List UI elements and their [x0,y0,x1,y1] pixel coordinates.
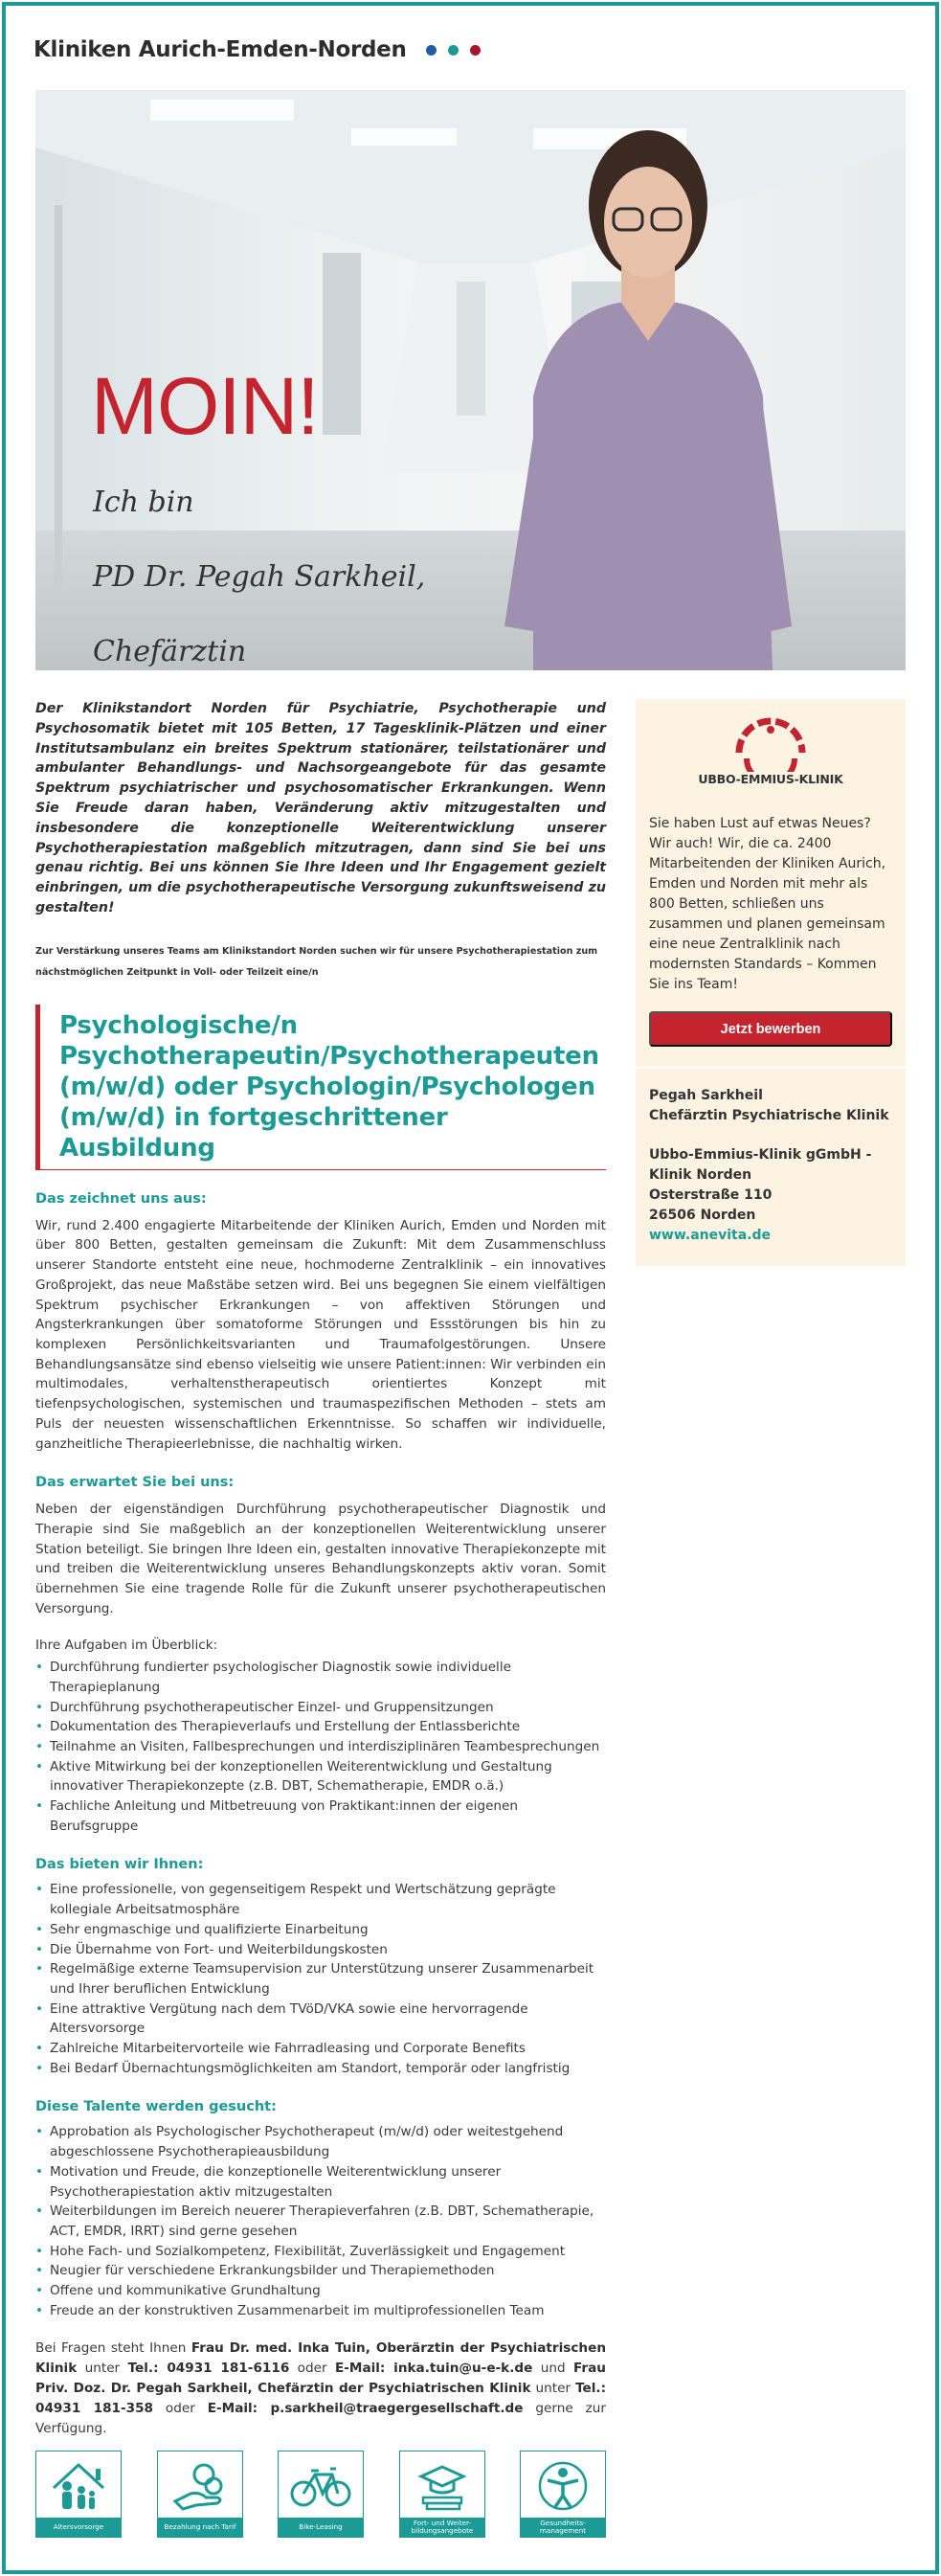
section-heading-expect: Das erwartet Sie bei uns: [35,1475,235,1491]
list-item: • Fachliche Anleitung und Mitbetreuung von Praktikant:innen der eigenen Berufsgruppe [35,1796,606,1836]
list-item: • Durchführung fundierter psychologischer Diagnostik sowie individuelle Therapieplanung [35,1658,606,1697]
contact-email-1[interactable]: E-Mail: inka.tuin@u-e-k.de [334,2361,533,2376]
family-house-icon [36,2452,121,2519]
brand-dot-red [470,45,481,56]
sidebar-divider [636,1067,906,1069]
questions-text: gerne zur Verfügung. [35,2401,606,2436]
section-heading-talents: Diese Talente werden gesucht: [35,2099,277,2115]
sidebar-contact [649,1086,900,1246]
benefit-tile [35,2451,122,2538]
org-street: Osterstraße 110 [649,1187,773,1203]
contact-person-name: Pegah Sarkheil [649,1088,763,1103]
list-item: • Eine professionelle, von gegenseitigem Respekt und Wertschätzung geprägte kollegiale Arbeitsatmosphäre [35,1880,606,1919]
benefit-label: Bike-Leasing [279,2518,363,2537]
list-item: • Regelmäßige externe Teamsupervision zur Unterstützung unserer Zusammenarbeit und Ihrer beruflichen Entwicklung [35,1959,606,1999]
section-text-about: Wir, rund 2.400 engagierte Mitarbeitende der Kliniken Aurich, Emden und Norden mit über 800 Betten, gestalten gemeinsam die Zukunft: Mit dem Zusammenschluss unserer Standorte entsteht eine neue, hochmoderne Zentralklinik – ein innovatives Großprojekt, das neue Maßstäbe setzen wird. Bei uns begegnen Sie einem vielfältigen Spektrum psychischer Erkrankungen – von affektiven Störungen und Angsterkrankungen über somatoforme Störungen und Essstörungen bis hin zu komplexen Persönlichkeitsvarianten und Traumafolgestörungen. Unsere Behandlungsansätze sind ebenso vielseitig wie unsere Patient:innen: Wir verbinden ein multimodales, verhaltenstherapeutisch orientiertes Konzept mit tiefenpsychologischen, systemischen und traumaspezifischen Methoden – stets am Puls der neuesten wissenschaftlichen Erkenntnisse. So schaffen wir individuelle, ganzheitliche Therapieerlebnisse, die nachhaltig wirken. [35,1217,606,1452]
list-item: • Motivation und Freude, die konzeptionelle Weiterentwicklung unserer Psychotherapiestation aktiv mitzugestalten [35,2162,606,2202]
sidebar [636,699,906,1266]
brand-dots [426,45,481,56]
contact-phone-2[interactable]: Tel.: 04931 181-358 [35,2381,607,2416]
list-item: • Eine attraktive Vergütung nach dem TVöD/VKA sowie eine hervorragende Altersvorsorge [35,2000,606,2039]
hero-intro-line: PD Dr. Pegah Sarkheil, [93,560,426,594]
benefit-tile [520,2451,606,2538]
coins-hand-icon [158,2452,242,2519]
section-text-expect: Neben der eigenständigen Durchführung psychotherapeutischer Diagnostik und Therapie sind Sie maßgeblich an der konzeptionellen Weiterentwicklung unserer Station beteiligt. Sie bringen Ihre Ideen ein, gestalten innovative Therapiekonzepte mit und treiben die Weiterentwicklung unseres Behandlungskonzepts aktiv voran. Somit übernehmen Sie eine tragende Rolle für die Zukunft unserer psychotherapeutischen Versorgung. [35,1502,606,1616]
tasks-intro: Ihre Aufgaben im Überblick: [35,1638,218,1654]
contact-name-1: Frau Dr. med. Inka Tuin, Oberärztin der Psychiatrischen Klinik [35,2340,606,2376]
list-item: • Die Übernahme von Fort- und Weiterbildungskosten [35,1940,606,1960]
apply-button[interactable]: Jetzt bewerben [649,1011,892,1047]
hero-intro-line: Ich bin [93,486,194,519]
website-link[interactable]: www.anevita.de [649,1228,772,1243]
page-header [34,34,481,65]
benefit-tile [278,2451,364,2538]
intro-note: Zur Verstärkung unseres Teams am Klinikstandort Norden suchen wir für unsere Psychotherapiestation zum nächstmöglichen Zeitpunkt in Voll- oder Teilzeit eine/n [35,945,598,978]
benefit-label: Altersvorsorge [36,2518,121,2537]
clinic-logo-icon [636,714,906,772]
list-item: • Teilnahme an Visiten, Fallbesprechungen und interdisziplinären Teambesprechungen [35,1737,606,1757]
questions-text: unter [77,2361,128,2376]
benefit-tile [399,2451,485,2538]
graduation-cap-icon [400,2452,484,2519]
org-city: 26506 Norden [649,1208,756,1223]
org-name-line: Klinik Norden [649,1167,752,1183]
list-item: • Zahlreiche Mitarbeitervorteile wie Fahrradleasing und Corporate Benefits [35,2039,606,2059]
contact-person-role: Chefärztin Psychiatrische Klinik [649,1108,889,1123]
list-item: • Neugier für verschiedene Erkrankungsbilder und Therapiemethoden [35,2261,606,2281]
hero-greeting: MOIN! [91,361,319,451]
questions-text: oder [289,2361,335,2376]
offer-list [35,1880,606,2078]
benefit-label: Fort- und Weiter-bildungsangebote [400,2518,484,2537]
brand-dot-teal [448,45,459,56]
hero-intro [93,446,475,670]
health-person-icon [521,2452,605,2519]
sidebar-text: Sie haben Lust auf etwas Neues? Wir auch! Wir, die ca. 2400 Mitarbeitenden der Kliniken Aurich, Emden und Norden mit mehr als 800 Betten, schließen uns zusammen und planen gemeinsam eine neue Zentralklinik nach modernsten Standards – Kommen Sie ins Team! [649,816,886,992]
contact-phone-1[interactable]: Tel.: 04931 181-6116 [127,2361,290,2376]
talents-list [35,2122,606,2320]
list-item: • Sehr engmaschige und qualifizierte Einarbeitung [35,1920,606,1940]
benefit-label: Gesundheits-management [521,2518,605,2537]
job-title-box [35,1005,606,1170]
benefits-row [35,2451,610,2539]
list-item: • Durchführung psychotherapeutischer Einzel- und Gruppensitzungen [35,1698,606,1718]
list-item: • Freude an der konstruktiven Zusammenarbeit im multiprofessionellen Team [35,2301,606,2321]
list-item: • Hohe Fach- und Sozialkompetenz, Flexibilität, Zuverlässigkeit und Engagement [35,2242,606,2262]
section-heading-offer: Das bieten wir Ihnen: [35,1857,204,1873]
questions-text: und [532,2361,574,2376]
brand-dot-blue [426,45,437,56]
bicycle-icon [279,2452,363,2519]
benefit-tile [157,2451,243,2538]
questions-paragraph [35,2339,606,2439]
questions-text: unter [530,2381,576,2396]
job-title: Psychologische/n Psychotherapeutin/Psychotherapeuten (m/w/d) oder Psychologin/Psychologen (m/w/d) in fortgeschrittener Ausbildung [59,1010,599,1163]
contact-email-2[interactable]: E-Mail: p.sarkheil@traegergesellschaft.de [207,2401,524,2416]
hero-intro-line: Chefärztin [93,635,247,668]
lead-paragraph: Der Klinikstandort Norden für Psychiatrie, Psychotherapie und Psychosomatik bietet mit 105 Betten, 17 Tagesklinik-Plätzen und einer Institutsambulanz ein breites Spektrum stationärer, teilstationärer und ambulanter Behandlungs- und Nachsorgeangebote für das gesamte Spektrum psychiatrischer und psychosomatischer Erkrankungen. Wenn Sie Freude daran haben, Veränderung aktiv mitzugestalten und insbesondere die konzeptionelle Weiterentwicklung unserer Psychotherapiestation maßgeblich mitzutragen, dann sind Sie bei uns genau richtig. Bei uns können Sie Ihre Ideen und Ihr Engagement gezielt einbringen, um die psychotherapeutische Versorgung zukunftsweisend zu gestalten! [35,701,606,915]
job-content [35,699,606,2321]
clinic-logo [636,714,906,820]
hero-banner [35,90,906,670]
benefit-label: Bezahlung nach Tarif [158,2518,242,2537]
list-item: • Approbation als Psychologischer Psychotherapeut (m/w/d) oder weitestgehend abgeschlossene Psychotherapieausbildung [35,2122,606,2161]
section-heading-about: Das zeichnet uns aus: [35,1190,207,1207]
clinic-logo-text: UBBO-EMMIUS-KLINIK [698,772,843,786]
tasks-list [35,1658,606,1836]
list-item: • Bei Bedarf Übernachtungsmöglichkeiten am Standort, temporär oder langfristig [35,2059,606,2079]
contact-name-2: Frau Priv. Doz. Dr. Pegah Sarkheil, Chefärztin der Psychiatrischen Klinik [35,2361,606,2396]
list-item: • Dokumentation des Therapieverlaufs und Erstellung der Entlassberichte [35,1717,606,1737]
brand-name: Kliniken Aurich-Emden-Norden [34,37,407,62]
list-item: • Weiterbildungen im Bereich neuerer Therapieverfahren (z.B. DBT, Schematherapie, ACT, EMDR, IRRT) sind gerne gesehen [35,2202,606,2241]
questions-text: oder [153,2401,208,2416]
list-item: • Offene und kommunikative Grundhaltung [35,2281,606,2301]
org-name-line: Ubbo-Emmius-Klinik gGmbH - [649,1147,872,1163]
list-item: • Aktive Mitwirkung bei der konzeptionellen Weiterentwicklung und Gestaltung innovativer Therapiekonzepte (z.B. DBT, Schematherapie, EMDR o.ä.) [35,1757,606,1796]
questions-text: Bei Fragen steht Ihnen [35,2340,191,2356]
